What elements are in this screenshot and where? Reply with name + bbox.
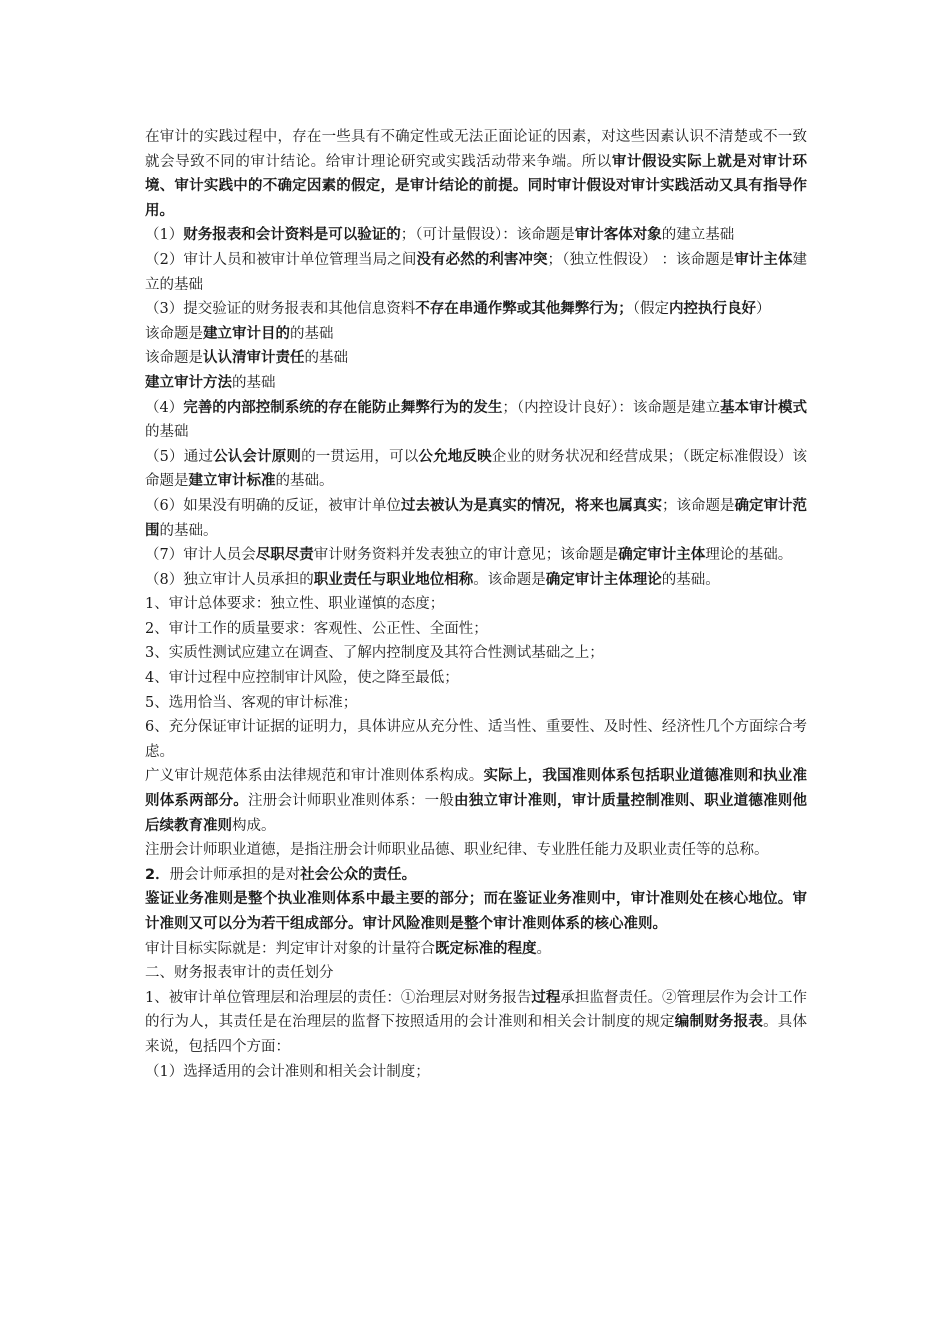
text-run: 注册会计师职业准则体系：一般 xyxy=(248,793,455,810)
text-run: 企业的财务状况和经营成果；（既定标准假设）该命题是 xyxy=(145,448,808,490)
bold-text-run: 基本审计模式 xyxy=(719,399,807,416)
text-run: 建立的基础 xyxy=(145,251,808,293)
paragraph xyxy=(145,396,807,445)
bold-text-run: 审计客体对象 xyxy=(574,227,662,244)
text-run: ） xyxy=(755,301,771,318)
bold-text-run: 确定审计主体理论 xyxy=(545,571,662,588)
paragraph xyxy=(145,838,807,863)
paragraph xyxy=(145,764,807,838)
text-run: 广义审计规范体系由法律规范和审计准则体系构成。 xyxy=(145,768,484,785)
text-run: ；该命题是 xyxy=(661,497,735,514)
text-run: 4、审计过程中应控制审计风险，使之降至最低； xyxy=(145,670,459,687)
bold-text-run: 编制财务报表 xyxy=(674,1014,764,1031)
bold-text-run: 实际上，我国准则体系包括职业道德准则和执业准则体系两部分。 xyxy=(145,768,808,810)
text-run: （8）独立审计人员承担的 xyxy=(145,571,314,588)
text-run: （3）提交验证的财务报表和其他信息资料 xyxy=(145,301,416,318)
text-run: 在审计的实践过程中，存在一些具有不确定性或无法正面论证的因素，对这些因素认识不清楚或不一致就会导致不同的审计结论。给审计理论研究或实践活动带来争端。所以 xyxy=(145,129,807,170)
text-run: 承担监督责任。②管理层作为会计工作的行为人，其责任是在治理层的监督下按照适用的会计准则和相关会计制度的规定 xyxy=(145,989,807,1031)
text-run: （5）通过 xyxy=(145,448,214,465)
text-run: （4） xyxy=(145,399,184,416)
bold-text-run: 既定标准的程度 xyxy=(435,940,537,957)
text-run: 1、审计总体要求：独立性、职业谨慎的态度； xyxy=(145,596,445,613)
text-run: （1） xyxy=(145,227,184,244)
bold-text-run: 内控执行良好 xyxy=(668,301,756,318)
paragraph xyxy=(145,715,807,764)
text-run: 6、充分保证审计证据的证明力，具体讲应从充分性、适当性、重要性、及时性、经济性几个方面综合考虑。 xyxy=(145,719,807,760)
text-run: 册会计师承担的是对 xyxy=(169,866,301,883)
paragraph xyxy=(145,494,807,543)
text-run: 的基础。 xyxy=(159,522,218,539)
paragraph xyxy=(145,223,807,248)
bold-text-run: 尽职尽责 xyxy=(255,547,314,564)
text-run: ；（独立性假设） ：该命题是 xyxy=(547,251,735,268)
paragraph xyxy=(145,986,807,1060)
text-run: 该命题是 xyxy=(145,350,203,367)
bold-text-run: 社会公众的责任。 xyxy=(300,866,417,883)
paragraph xyxy=(145,641,807,666)
bold-text-run: 鉴证业务准则是整个执业准则体系中最主要的部分；而在鉴证业务准则中，审计准则处在核心地位。审计准则又可以分为若干组成部分。审计风险准则是整个审计准则体系的核心准则。 xyxy=(145,891,807,932)
text-run: 。该命题是 xyxy=(473,571,546,588)
bold-text-run: 2． xyxy=(145,866,170,883)
paragraph xyxy=(145,887,807,936)
text-run: （7）审计人员会 xyxy=(145,547,256,564)
text-run: 的基础 xyxy=(290,325,334,342)
paragraph xyxy=(145,248,807,297)
text-run: 的基础 xyxy=(304,350,348,367)
text-run: 二、财务报表审计的责任划分 xyxy=(145,965,334,982)
bold-text-run: 公允地反映 xyxy=(418,448,492,465)
paragraph xyxy=(145,322,807,347)
bold-text-run: 财务报表和会计资料是可以验证的 xyxy=(183,227,401,244)
text-run: 审计财务资料并发表独立的审计意见；该命题是 xyxy=(313,547,619,564)
paragraph xyxy=(145,297,807,322)
text-run: 的基础 xyxy=(232,374,276,391)
text-run: 该命题是 xyxy=(145,325,203,342)
bold-text-run: 过去被认为是真实的情况，将来也属真实 xyxy=(400,497,662,514)
paragraph xyxy=(145,666,807,691)
paragraph xyxy=(145,371,807,396)
bold-text-run: 完善的内部控制系统的存在能防止舞弊行为的发生 xyxy=(183,399,503,416)
text-run: 的基础 xyxy=(145,424,189,441)
paragraph xyxy=(145,691,807,716)
bold-text-run: 认认清审计责任 xyxy=(203,350,305,367)
text-run: 3、实质性测试应建立在调查、了解内控制度及其符合性测试基础之上； xyxy=(145,645,604,662)
text-run: 。具体来说，包括四个方面： xyxy=(145,1014,808,1055)
paragraph xyxy=(145,961,807,986)
bold-text-run: 公认会计原则 xyxy=(213,448,302,465)
paragraph xyxy=(145,863,807,888)
bold-text-run: 确定审计范围 xyxy=(145,497,808,539)
text-run: （2）审计人员和被审计单位管理当局之间 xyxy=(145,251,417,268)
paragraph xyxy=(145,445,807,494)
text-run: 构成。 xyxy=(232,817,276,834)
document-body xyxy=(145,125,807,1084)
text-run: （假定 xyxy=(632,301,669,318)
bold-text-run: 没有必然的利害冲突 xyxy=(416,251,548,268)
text-run: 理论的基础。 xyxy=(705,547,793,564)
bold-text-run: 职业责任与职业地位相称 xyxy=(313,571,474,588)
text-run: ；（可计量假设）：该命题是 xyxy=(400,227,575,244)
text-run: （1）选择适用的会计准则和相关会计制度； xyxy=(145,1063,430,1080)
bold-text-run: 建立审计方法 xyxy=(145,374,232,391)
text-run: 的基础。 xyxy=(661,571,720,588)
text-run: 1、被审计单位管理层和治理层的责任：①治理层对财务报告 xyxy=(145,989,532,1006)
bold-text-run: 确定审计主体 xyxy=(618,547,706,564)
bold-text-run: 不存在串通作弊或其他舞弊行为； xyxy=(415,301,633,318)
paragraph xyxy=(145,592,807,617)
paragraph xyxy=(145,346,807,371)
text-run: （6）如果没有明确的反证，被审计单位 xyxy=(145,497,401,514)
paragraph xyxy=(145,125,807,223)
bold-text-run: 审计主体 xyxy=(734,251,793,268)
paragraph xyxy=(145,617,807,642)
bold-text-run: 建立审计标准 xyxy=(188,473,276,490)
text-run: 审计目标实际就是：判定审计对象的计量符合 xyxy=(145,940,435,957)
paragraph xyxy=(145,1060,807,1085)
text-run: 5、选用恰当、客观的审计标准； xyxy=(145,694,358,711)
paragraph xyxy=(145,543,807,568)
bold-text-run: 过程 xyxy=(531,989,561,1006)
text-run: 的基础。 xyxy=(275,473,334,490)
text-run: ；（内控设计良好）：该命题是建立 xyxy=(502,399,720,416)
text-run: 2、审计工作的质量要求：客观性、公正性、全面性； xyxy=(145,620,488,637)
bold-text-run: 由独立审计准则，审计质量控制准则、职业道德准则他后续教育准则 xyxy=(145,793,808,834)
text-run: 的一贯运用，可以 xyxy=(301,448,419,465)
text-run: 注册会计师职业道德，是指注册会计师职业品德、职业纪律、专业胜任能力及职业责任等的总称。 xyxy=(145,842,769,859)
bold-text-run: 建立审计目的 xyxy=(203,325,290,342)
paragraph xyxy=(145,568,807,593)
text-run: 。 xyxy=(536,940,551,957)
text-run: 的建立基础 xyxy=(661,227,735,244)
paragraph xyxy=(145,937,807,962)
bold-text-run: 审计假设实际上就是对审计环境、审计实践中的不确定因素的假定，是审计结论的前提。同时审计假设对审计实践活动又具有指导作用。 xyxy=(145,153,808,219)
